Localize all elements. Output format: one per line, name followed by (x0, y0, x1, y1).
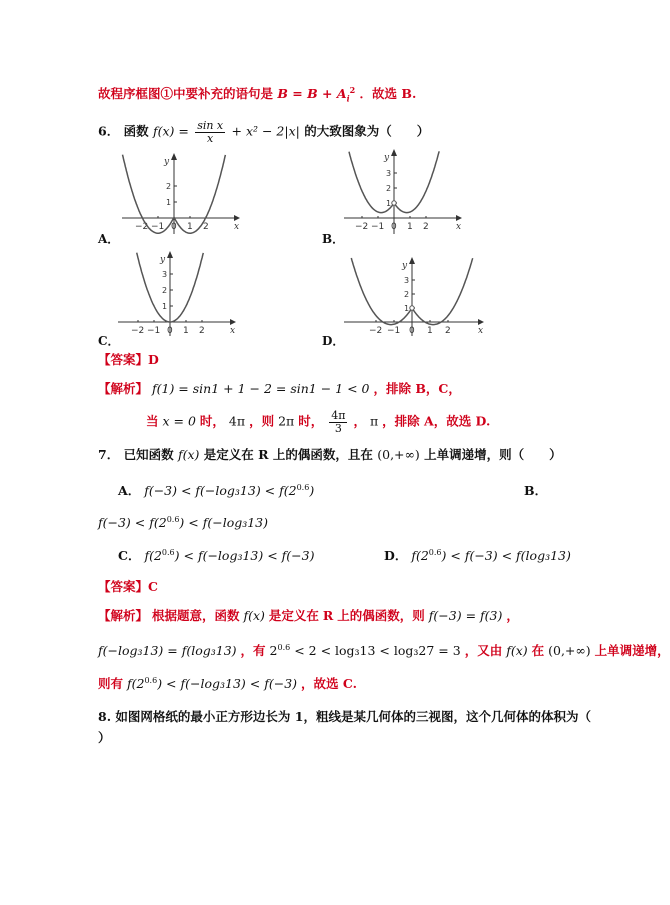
q7-analysis-line1: 【解析】 根据题意，函数 f(x) 是定义在 R 上的偶函数，则 f(−3) = f(3) ， (98, 608, 519, 623)
x-tick-label: −2 (131, 326, 145, 336)
q7-option-b[interactable]: $f(-3) < f(2^{0.6}) < f(-\log_313)$ (98, 514, 269, 530)
q6-option-b-label[interactable]: B． (322, 232, 345, 246)
x-tick-label: −1 (147, 326, 161, 336)
y-tick-label: 1 (162, 302, 168, 311)
q6-graph-c[interactable] (114, 250, 238, 338)
x-tick-label: 1 (427, 326, 433, 336)
y-axis-arrow (409, 257, 415, 264)
y-axis-arrow (171, 153, 177, 160)
q6-stem: 6． 函数 f(x) = $\frac{\text{sin x}}{x}$ + x² − 2|x| 的大致图象为（ ） (98, 119, 430, 145)
q6-option-d-label[interactable]: D． (322, 334, 345, 348)
x-tick-label: 1 (187, 222, 193, 232)
x-tick-label: 2 (199, 326, 205, 336)
y-tick-label: 3 (162, 270, 168, 279)
x-tick-label: −1 (151, 222, 165, 232)
q7-stem: 7． 已知函数 f(x) 是定义在 R 上的偶函数，且在 (0,+∞) 上单调递增，则（ ） (98, 447, 562, 462)
x-tick-label: 1 (183, 326, 189, 336)
q7-analysis-line2: f(−log₃13) = f(log₃13) ，有 $2^{0.6} < 2 < \log_313 < \log_327 = 3$ ，又由 f(x) 在 (0,+∞) 上单调递增， (98, 642, 670, 658)
y-axis-label: y (384, 153, 390, 163)
x-tick-label: −1 (371, 222, 385, 232)
y-tick-label: 1 (404, 304, 410, 313)
y-axis-label: y (160, 255, 166, 265)
x-tick-label: 1 (407, 222, 413, 232)
q6-graph-b[interactable] (340, 148, 464, 236)
x-axis-label: x (478, 326, 484, 336)
q7-option-a[interactable]: A． $f(-3) < f(-\log_313) < f(2^{0.6})$ (118, 482, 315, 498)
q6-analysis-line2: 当 x = 0 时， 4π ，则 2π 时， $\frac{4\pi}{3}$ ， π ，排除 A，故选 D. (146, 409, 491, 435)
q7-analysis-line3: 则有 $f(2^{0.6}) < f(-\log_313) < f(-3)$ ，故选 C. (98, 675, 357, 691)
q5-conclusion: 故程序框图①中要补充的语句是 $B = B + A_i^2$ ．故选 B. (98, 84, 417, 104)
x-axis-arrow (234, 215, 240, 221)
x-tick-label: −2 (369, 326, 383, 336)
q6-graph-a[interactable] (118, 152, 242, 236)
x-tick-label: 2 (445, 326, 451, 336)
q6-answer: 【答案】D (98, 352, 159, 367)
x-axis-label: x (456, 222, 462, 232)
hollow-point (410, 306, 414, 310)
x-axis-arrow (230, 319, 236, 325)
x-tick-label: 2 (203, 222, 209, 232)
hollow-point (392, 201, 396, 205)
y-axis-arrow (167, 251, 173, 258)
y-axis-label: y (164, 157, 170, 167)
y-tick-label: 3 (386, 169, 392, 178)
y-tick-label: 2 (386, 184, 392, 193)
x-tick-label: 2 (423, 222, 429, 232)
q7-option-d[interactable]: D． $f(2^{0.6}) < f(-3) < f(\log_313)$ (384, 547, 571, 563)
y-tick-label: 2 (166, 182, 172, 191)
x-tick-label: 0 (391, 222, 397, 232)
x-tick-label: 0 (171, 222, 177, 232)
x-axis-arrow (478, 319, 484, 325)
q7-option-c[interactable]: C． $f(2^{0.6}) < f(-\log_313) < f(-3)$ (118, 547, 315, 563)
q7-option-b-label[interactable]: B． (524, 483, 548, 498)
q6-option-a-label[interactable]: A． (98, 232, 120, 246)
y-tick-label: 3 (404, 276, 410, 285)
q8-stem-tail: ） (98, 730, 111, 745)
q8-stem: 8. 如图网格纸的最小正方形边长为 1，粗线是某几何体的三视图，这个几何体的体积为（ (98, 709, 591, 724)
x-tick-label: −1 (387, 326, 401, 336)
x-axis-label: x (234, 222, 240, 232)
y-tick-label: 1 (386, 199, 392, 208)
x-tick-label: −2 (355, 222, 369, 232)
x-axis-label: x (230, 326, 236, 336)
x-axis-arrow (456, 215, 462, 221)
q7-answer: 【答案】C (98, 579, 158, 594)
q6-analysis-line1: 【解析】 f(1) = sin1 + 1 − 2 = sin1 − 1 < 0 ，排除 B，C， (98, 381, 461, 396)
y-tick-label: 2 (162, 286, 168, 295)
y-axis-arrow (391, 149, 397, 156)
q6-option-c-label[interactable]: C． (98, 334, 120, 348)
y-axis-label: y (402, 261, 408, 271)
y-tick-label: 1 (166, 198, 172, 207)
x-tick-label: 0 (167, 326, 173, 336)
x-tick-label: 0 (409, 326, 415, 336)
y-tick-label: 2 (404, 290, 410, 299)
q6-graph-d[interactable] (340, 256, 486, 338)
x-tick-label: −2 (135, 222, 149, 232)
